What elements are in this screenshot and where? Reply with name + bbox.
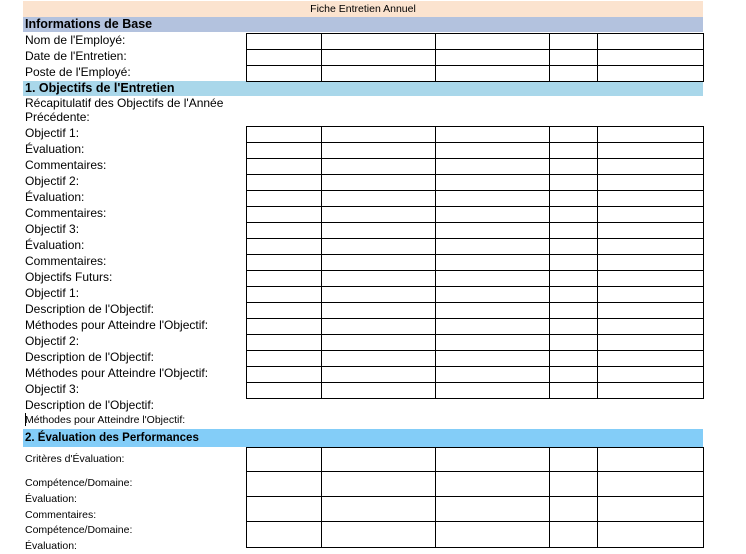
performance-cell[interactable] [322,522,436,548]
base-info-cell[interactable] [550,34,598,50]
objectives-cell[interactable] [247,303,322,319]
objectives-cell[interactable] [436,303,550,319]
objectives-row [247,175,704,191]
objectives-cell[interactable] [550,383,598,399]
base-info-cell[interactable] [322,66,436,82]
base-info-row [247,66,704,82]
base-info-cell[interactable] [247,34,322,50]
objectives-cell[interactable] [550,335,598,351]
objectives-row [247,239,704,255]
performance-cell[interactable] [436,448,550,472]
base-info-cell[interactable] [598,34,704,50]
performance-cell[interactable] [247,448,322,472]
performance-cell[interactable] [598,472,704,497]
label-evaluation-2: Évaluation: [25,190,85,204]
objectives-cell[interactable] [598,367,704,383]
objectives-row [247,207,704,223]
objectives-cell[interactable] [598,271,704,287]
performance-row [247,522,704,548]
objectives-cell[interactable] [598,287,704,303]
base-info-grid [246,33,704,82]
section-header-base: Informations de Base [23,17,703,32]
label-objective-1: Objectif 1: [25,126,80,140]
label-evaluation-3: Évaluation: [25,238,85,252]
objectives-cell[interactable] [247,271,322,287]
objectives-cell[interactable] [322,127,436,143]
objectives-cell[interactable] [436,223,550,239]
objectives-cell[interactable] [436,191,550,207]
objectives-cell[interactable] [247,175,322,191]
objectives-cell[interactable] [598,191,704,207]
objectives-cell[interactable] [550,287,598,303]
objectives-cell[interactable] [322,159,436,175]
objectives-cell[interactable] [550,159,598,175]
performance-cell[interactable] [247,522,322,548]
objectives-cell[interactable] [550,143,598,159]
base-info-cell[interactable] [598,50,704,66]
objectives-cell[interactable] [550,255,598,271]
sheet-title: Fiche Entretien Annuel [23,1,703,17]
label-objective-methods-1: Méthodes pour Atteindre l'Objectif: [25,318,209,332]
objectives-cell[interactable] [550,351,598,367]
objectives-cell[interactable] [322,383,436,399]
objectives-cell[interactable] [247,127,322,143]
objectives-row [247,143,704,159]
label-comments-2: Commentaires: [25,206,107,220]
objectives-cell[interactable] [247,287,322,303]
objectives-cell[interactable] [436,271,550,287]
performance-cell[interactable] [598,497,704,522]
performance-cell[interactable] [436,497,550,522]
objectives-cell[interactable] [598,127,704,143]
label-recap-line2: Précédente: [25,110,90,124]
label-objective-description-1: Description de l'Objectif: [25,302,155,316]
section-header-performance: 2. Évaluation des Performances [23,429,703,447]
label-objective-description-2: Description de l'Objectif: [25,350,155,364]
performance-cell[interactable] [247,472,322,497]
performance-cell[interactable] [598,448,704,472]
label-future-objective-3: Objectif 3: [25,382,80,396]
label-interview-date: Date de l'Entretien: [25,49,127,63]
label-evaluation-criteria: Critères d'Évaluation: [25,453,125,465]
base-info-cell[interactable] [598,66,704,82]
base-info-cell[interactable] [436,50,550,66]
objectives-cell[interactable] [322,367,436,383]
objectives-cell[interactable] [436,143,550,159]
performance-cell[interactable] [436,472,550,497]
objectives-row [247,223,704,239]
objectives-cell[interactable] [436,255,550,271]
objectives-row [247,303,704,319]
objectives-cell[interactable] [247,319,322,335]
objectives-cell[interactable] [322,255,436,271]
objectives-cell[interactable] [550,271,598,287]
label-employee-position: Poste de l'Employé: [25,65,131,79]
objectives-cell[interactable] [436,207,550,223]
performance-row [247,497,704,522]
base-info-cell[interactable] [436,66,550,82]
objectives-cell[interactable] [436,239,550,255]
objectives-row [247,383,704,399]
performance-grid [246,447,704,548]
objectives-cell[interactable] [598,303,704,319]
objectives-cell[interactable] [322,303,436,319]
performance-cell[interactable] [550,472,598,497]
objectives-cell[interactable] [598,223,704,239]
objectives-row [247,287,704,303]
base-info-cell[interactable] [436,34,550,50]
label-recap-line1: Récapitulatif des Objectifs de l'Année [25,96,224,110]
objectives-cell[interactable] [436,351,550,367]
performance-cell[interactable] [322,448,436,472]
objectives-cell[interactable] [550,367,598,383]
objectives-cell[interactable] [322,191,436,207]
label-perf-evaluation-1: Évaluation: [25,493,77,505]
performance-cell[interactable] [550,448,598,472]
objectives-cell[interactable] [598,159,704,175]
objectives-row [247,367,704,383]
objectives-cell[interactable] [436,383,550,399]
base-info-cell[interactable] [247,50,322,66]
performance-row [247,472,704,497]
label-objective-3: Objectif 3: [25,222,80,236]
objectives-cell[interactable] [247,191,322,207]
base-info-cell[interactable] [322,50,436,66]
objectives-cell[interactable] [247,143,322,159]
objectives-cell[interactable] [436,159,550,175]
objectives-cell[interactable] [598,143,704,159]
objectives-cell[interactable] [322,335,436,351]
label-perf-comments-1: Commentaires: [25,509,97,521]
label-objective-methods-2: Méthodes pour Atteindre l'Objectif: [25,366,209,380]
objectives-cell[interactable] [550,191,598,207]
objectives-cell[interactable] [247,367,322,383]
objectives-cell[interactable] [436,367,550,383]
objectives-row [247,335,704,351]
objectives-cell[interactable] [550,319,598,335]
base-info-cell[interactable] [247,66,322,82]
objectives-cell[interactable] [598,383,704,399]
objectives-cell[interactable] [322,175,436,191]
label-comments-1: Commentaires: [25,158,107,172]
label-objective-2: Objectif 2: [25,174,80,188]
objectives-grid [246,126,704,399]
performance-cell[interactable] [436,522,550,548]
performance-cell[interactable] [322,472,436,497]
objectives-cell[interactable] [436,175,550,191]
objectives-row [247,271,704,287]
objectives-row [247,255,704,271]
objectives-row [247,319,704,335]
performance-cell[interactable] [598,522,704,548]
objectives-cell[interactable] [598,239,704,255]
objectives-cell[interactable] [322,223,436,239]
label-employee-name: Nom de l'Employé: [25,33,126,47]
label-competency-1: Compétence/Domaine: [25,477,133,489]
label-perf-evaluation-2: Évaluation: [25,540,77,552]
objectives-cell[interactable] [247,351,322,367]
objectives-row [247,159,704,175]
base-info-cell[interactable] [550,50,598,66]
label-objective-description-3: Description de l'Objectif: [25,398,155,412]
base-info-row [247,50,704,66]
objectives-row [247,191,704,207]
section-header-objectives: 1. Objectifs de l'Entretien [23,81,703,96]
objectives-cell[interactable] [550,207,598,223]
label-future-objectives: Objectifs Futurs: [25,270,113,284]
label-evaluation-1: Évaluation: [25,142,85,156]
performance-cell[interactable] [247,497,322,522]
objectives-cell[interactable] [436,335,550,351]
objectives-cell[interactable] [247,159,322,175]
performance-cell[interactable] [550,522,598,548]
performance-cell[interactable] [322,497,436,522]
objectives-cell[interactable] [322,287,436,303]
label-objective-methods-3: Méthodes pour Atteindre l'Objectif: [25,414,186,426]
objectives-row [247,127,704,143]
objectives-cell[interactable] [247,335,322,351]
objectives-cell[interactable] [322,351,436,367]
objectives-cell[interactable] [550,239,598,255]
label-competency-2: Compétence/Domaine: [25,524,133,536]
objectives-cell[interactable] [598,335,704,351]
label-future-objective-1: Objectif 1: [25,286,80,300]
objectives-cell[interactable] [322,271,436,287]
objectives-cell[interactable] [550,127,598,143]
objectives-cell[interactable] [247,383,322,399]
objectives-cell[interactable] [247,255,322,271]
objectives-cell[interactable] [247,223,322,239]
objectives-cell[interactable] [247,207,322,223]
objectives-cell[interactable] [550,303,598,319]
objectives-cell[interactable] [436,127,550,143]
objectives-cell[interactable] [598,319,704,335]
label-future-objective-2: Objectif 2: [25,334,80,348]
objectives-cell[interactable] [322,239,436,255]
objectives-cell[interactable] [322,207,436,223]
objectives-cell[interactable] [436,319,550,335]
objectives-cell[interactable] [550,223,598,239]
objectives-cell[interactable] [322,319,436,335]
objectives-cell[interactable] [247,239,322,255]
label-comments-3: Commentaires: [25,254,107,268]
objectives-cell[interactable] [598,207,704,223]
objectives-cell[interactable] [598,351,704,367]
objectives-row [247,351,704,367]
performance-cell[interactable] [550,497,598,522]
base-info-cell[interactable] [550,66,598,82]
objectives-cell[interactable] [598,175,704,191]
base-info-cell[interactable] [322,34,436,50]
objectives-cell[interactable] [436,287,550,303]
objectives-cell[interactable] [550,175,598,191]
objectives-cell[interactable] [598,255,704,271]
objectives-cell[interactable] [322,143,436,159]
performance-row [247,448,704,472]
base-info-row [247,34,704,50]
